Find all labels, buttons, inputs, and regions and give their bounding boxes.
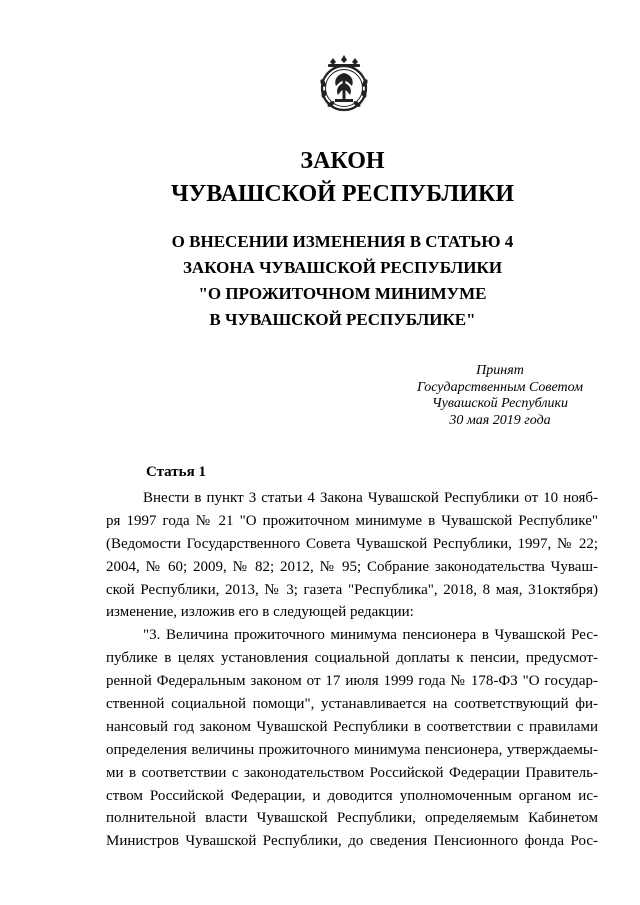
law-name-line: В ЧУВАШСКОЙ РЕСПУБЛИКЕ" bbox=[209, 310, 476, 329]
article-heading: Статья 1 bbox=[146, 464, 206, 480]
adoption-date: 30 мая 2019 года bbox=[449, 412, 551, 428]
body-line: ми в соответствии с законодательством Российской Федерации Правитель- bbox=[106, 764, 598, 781]
body-line: ской Республики, 2013, № 3; газета "Республика", 2018, 8 мая, 31октября) bbox=[106, 581, 598, 598]
adoption-note bbox=[380, 363, 620, 429]
law-title: ЗАКОН bbox=[300, 148, 385, 174]
body-line: Министров Чувашской Республики, до сведения Пенсионного фонда Рос- bbox=[106, 833, 598, 850]
law-name bbox=[0, 229, 640, 333]
body-line: "3. Величина прожиточного минимума пенсионера в Чувашской Рес- bbox=[143, 627, 598, 644]
body-line: нансовый год законом Чувашской Республики в соответствии с правилами bbox=[106, 718, 598, 735]
adoption-line: Чувашской Республики bbox=[432, 396, 568, 411]
adoption-line: Государственным Советом bbox=[416, 379, 584, 395]
body-line: 2004, № 60; 2009, № 82; 2012, № 95; Собрание законодательства Чуваш- bbox=[106, 558, 598, 575]
body-line: определения величины прожиточного минимума пенсионера, утверждаемы- bbox=[106, 741, 598, 758]
chuvash-republic-emblem-icon bbox=[314, 53, 374, 113]
adoption-line: Принят bbox=[476, 363, 524, 378]
law-subtitle: ЧУВАШСКОЙ РЕСПУБЛИКИ bbox=[170, 181, 515, 207]
body-line: изменение, изложив его в следующей редакции: bbox=[106, 604, 414, 621]
body-line: ственной социальной помощи", устанавливается на соответствующий фи- bbox=[106, 696, 598, 713]
law-name-line: О ВНЕСЕНИИ ИЗМЕНЕНИЯ В СТАТЬЮ 4 bbox=[171, 232, 514, 251]
body-line: публике в целях установления социальной доплаты к пенсии, предусмот- bbox=[106, 650, 598, 667]
body-line: Внести в пункт 3 статьи 4 Закона Чувашской Республики от 10 нояб- bbox=[143, 490, 598, 506]
law-name-line: ЗАКОНА ЧУВАШСКОЙ РЕСПУБЛИКИ bbox=[182, 258, 503, 277]
article-body bbox=[106, 487, 598, 853]
law-name-line: "О ПРОЖИТОЧНОМ МИНИМУМЕ bbox=[198, 284, 487, 303]
body-line: полнительной власти Чувашской Республики, определяемым Кабинетом bbox=[106, 810, 598, 827]
body-line: ренной Федеральным законом от 17 июля 1999 года № 178-ФЗ "О государ- bbox=[106, 673, 598, 690]
body-line: ря 1997 года № 21 "О прожиточном минимуме в Чувашской Республике" bbox=[106, 512, 598, 529]
body-line: (Ведомости Государственного Совета Чувашской Республики, 1997, № 22; bbox=[106, 535, 598, 552]
body-line: ством Российской Федерации, и доводится уполномоченным органом ис- bbox=[106, 787, 598, 804]
